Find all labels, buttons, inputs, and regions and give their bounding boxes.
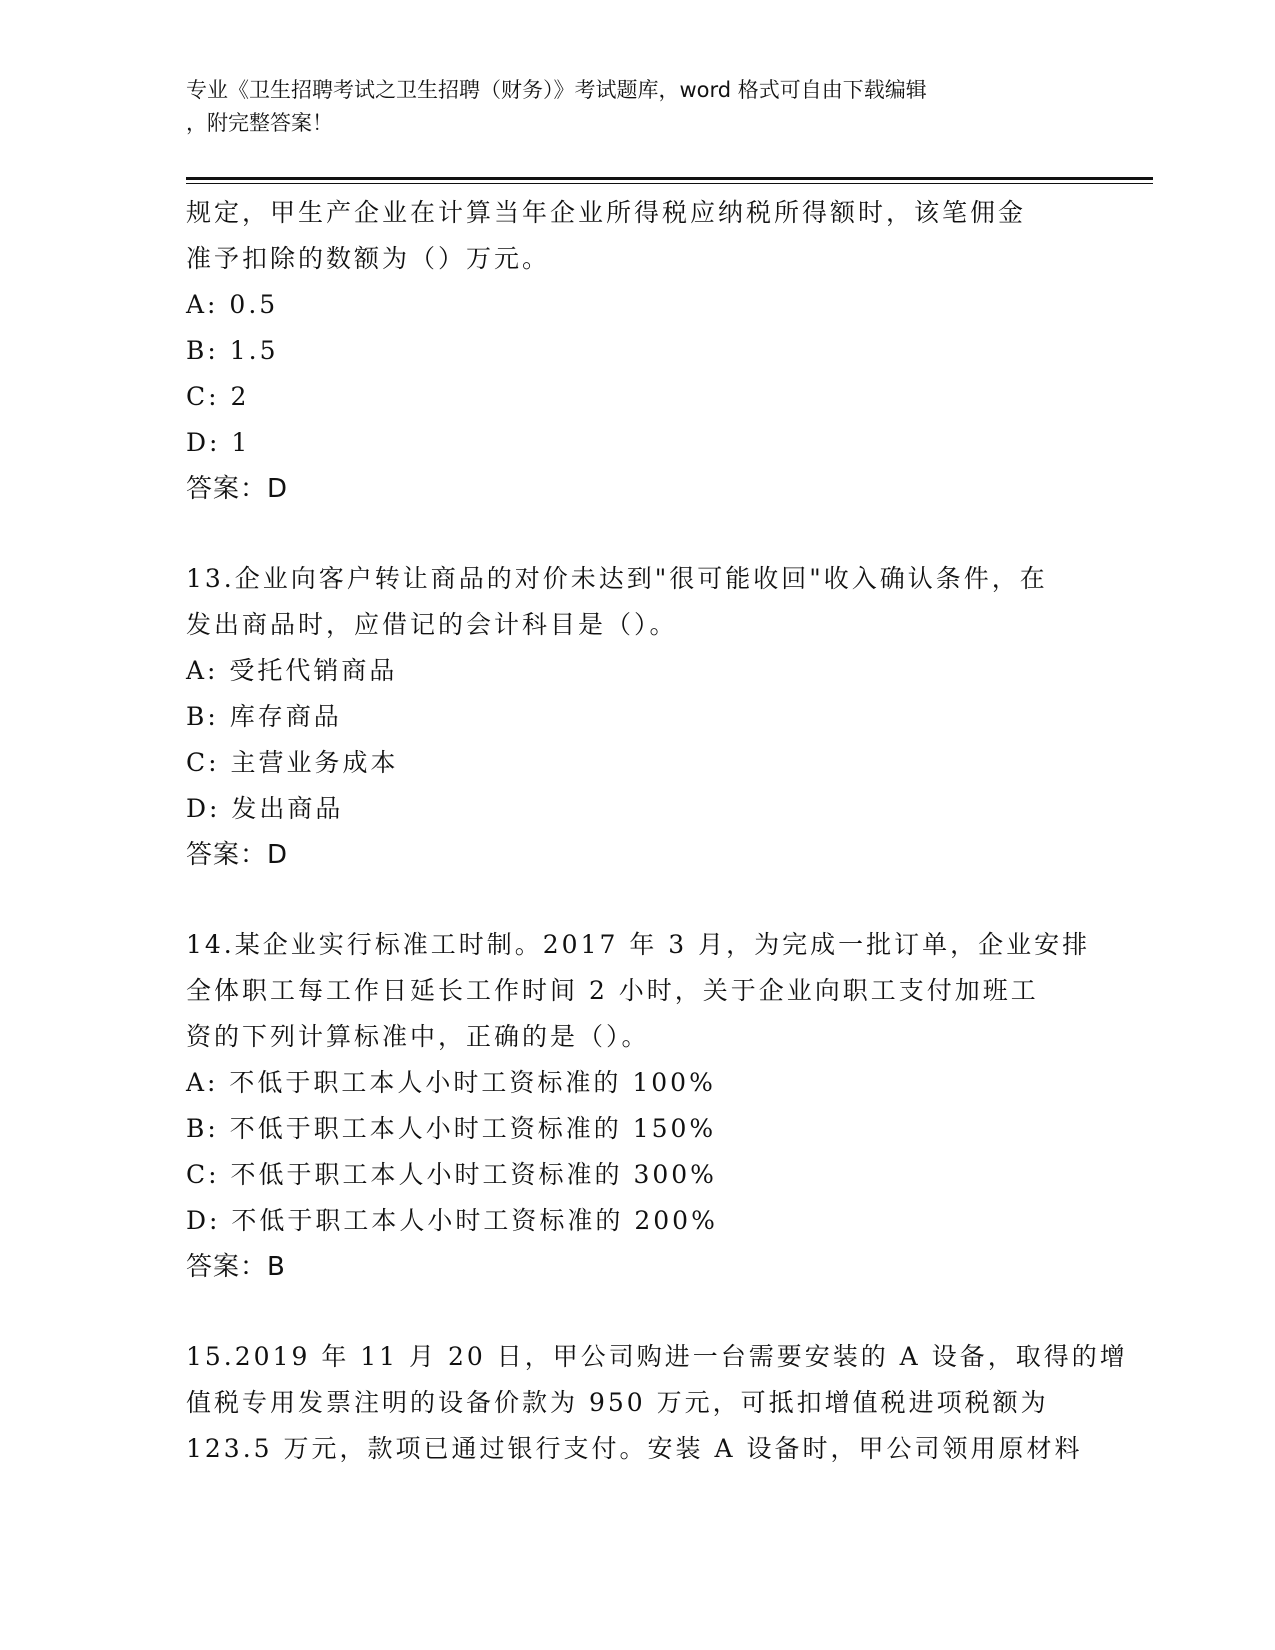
question-12-text-line-1: 规定，甲生产企业在计算当年企业所得税应纳税所得额时，该笔佣金 xyxy=(186,198,1027,227)
question-13-option-a: A: 受托代销商品 xyxy=(186,656,398,685)
question-13-option-d: D: 发出商品 xyxy=(186,794,344,823)
document-body xyxy=(186,190,1128,1472)
question-12-option-b: B: 1.5 xyxy=(186,336,279,365)
document-header xyxy=(186,74,1066,140)
header-divider-thick xyxy=(186,177,1153,180)
header-divider-thin xyxy=(186,183,1153,184)
question-15-text-line-3: 123.5 万元，款项已通过银行支付。安装 A 设备时，甲公司领用原材料 xyxy=(186,1434,1083,1463)
question-13-option-c: C: 主营业务成本 xyxy=(186,748,399,777)
question-15-text-line-1: 15.2019 年 11 月 20 日，甲公司购进一台需要安装的 A 设备，取得的增 xyxy=(186,1342,1128,1371)
question-12-option-c: C: 2 xyxy=(186,382,250,411)
question-13-option-b: B: 库存商品 xyxy=(186,702,342,731)
question-14-option-d: D: 不低于职工本人小时工资标准的 200% xyxy=(186,1206,718,1235)
question-14-option-a: A: 不低于职工本人小时工资标准的 100% xyxy=(186,1068,716,1097)
question-spacer xyxy=(186,512,1086,556)
question-13-text-line-2: 发出商品时，应借记的会计科目是（）。 xyxy=(186,610,678,639)
question-15 xyxy=(186,1334,1128,1472)
question-14 xyxy=(186,922,1091,1290)
header-line-2: ，附完整答案！ xyxy=(186,111,333,135)
question-12-option-d: D: 1 xyxy=(186,428,251,457)
question-14-text-line-1: 14.某企业实行标准工时制。2017 年 3 月，为完成一批订单，企业安排 xyxy=(186,930,1091,959)
question-13 xyxy=(186,556,1086,878)
question-13-text-line-1: 13.企业向客户转让商品的对价未达到"很可能收回"收入确认条件，在 xyxy=(186,564,1048,593)
question-12 xyxy=(186,190,1086,512)
question-spacer xyxy=(186,1290,1086,1334)
question-13-answer: 答案：D xyxy=(186,840,289,870)
question-spacer xyxy=(186,878,1086,922)
question-12-option-a: A: 0.5 xyxy=(186,290,279,319)
question-14-text-line-3: 资的下列计算标准中，正确的是（）。 xyxy=(186,1022,650,1051)
question-12-answer: 答案：D xyxy=(186,474,289,504)
question-14-text-line-2: 全体职工每工作日延长工作时间 2 小时，关于企业向职工支付加班工 xyxy=(186,976,1039,1005)
question-14-option-c: C: 不低于职工本人小时工资标准的 300% xyxy=(186,1160,717,1189)
question-12-text-line-2: 准予扣除的数额为（）万元。 xyxy=(186,244,551,273)
question-15-text-line-2: 值税专用发票注明的设备价款为 950 万元，可抵扣增值税进项税额为 xyxy=(186,1388,1049,1417)
header-line-1: 专业《卫生招聘考试之卫生招聘（财务）》考试题库，word 格式可自由下载编辑 xyxy=(186,78,927,102)
question-14-option-b: B: 不低于职工本人小时工资标准的 150% xyxy=(186,1114,717,1143)
question-14-answer: 答案：B xyxy=(186,1252,286,1282)
